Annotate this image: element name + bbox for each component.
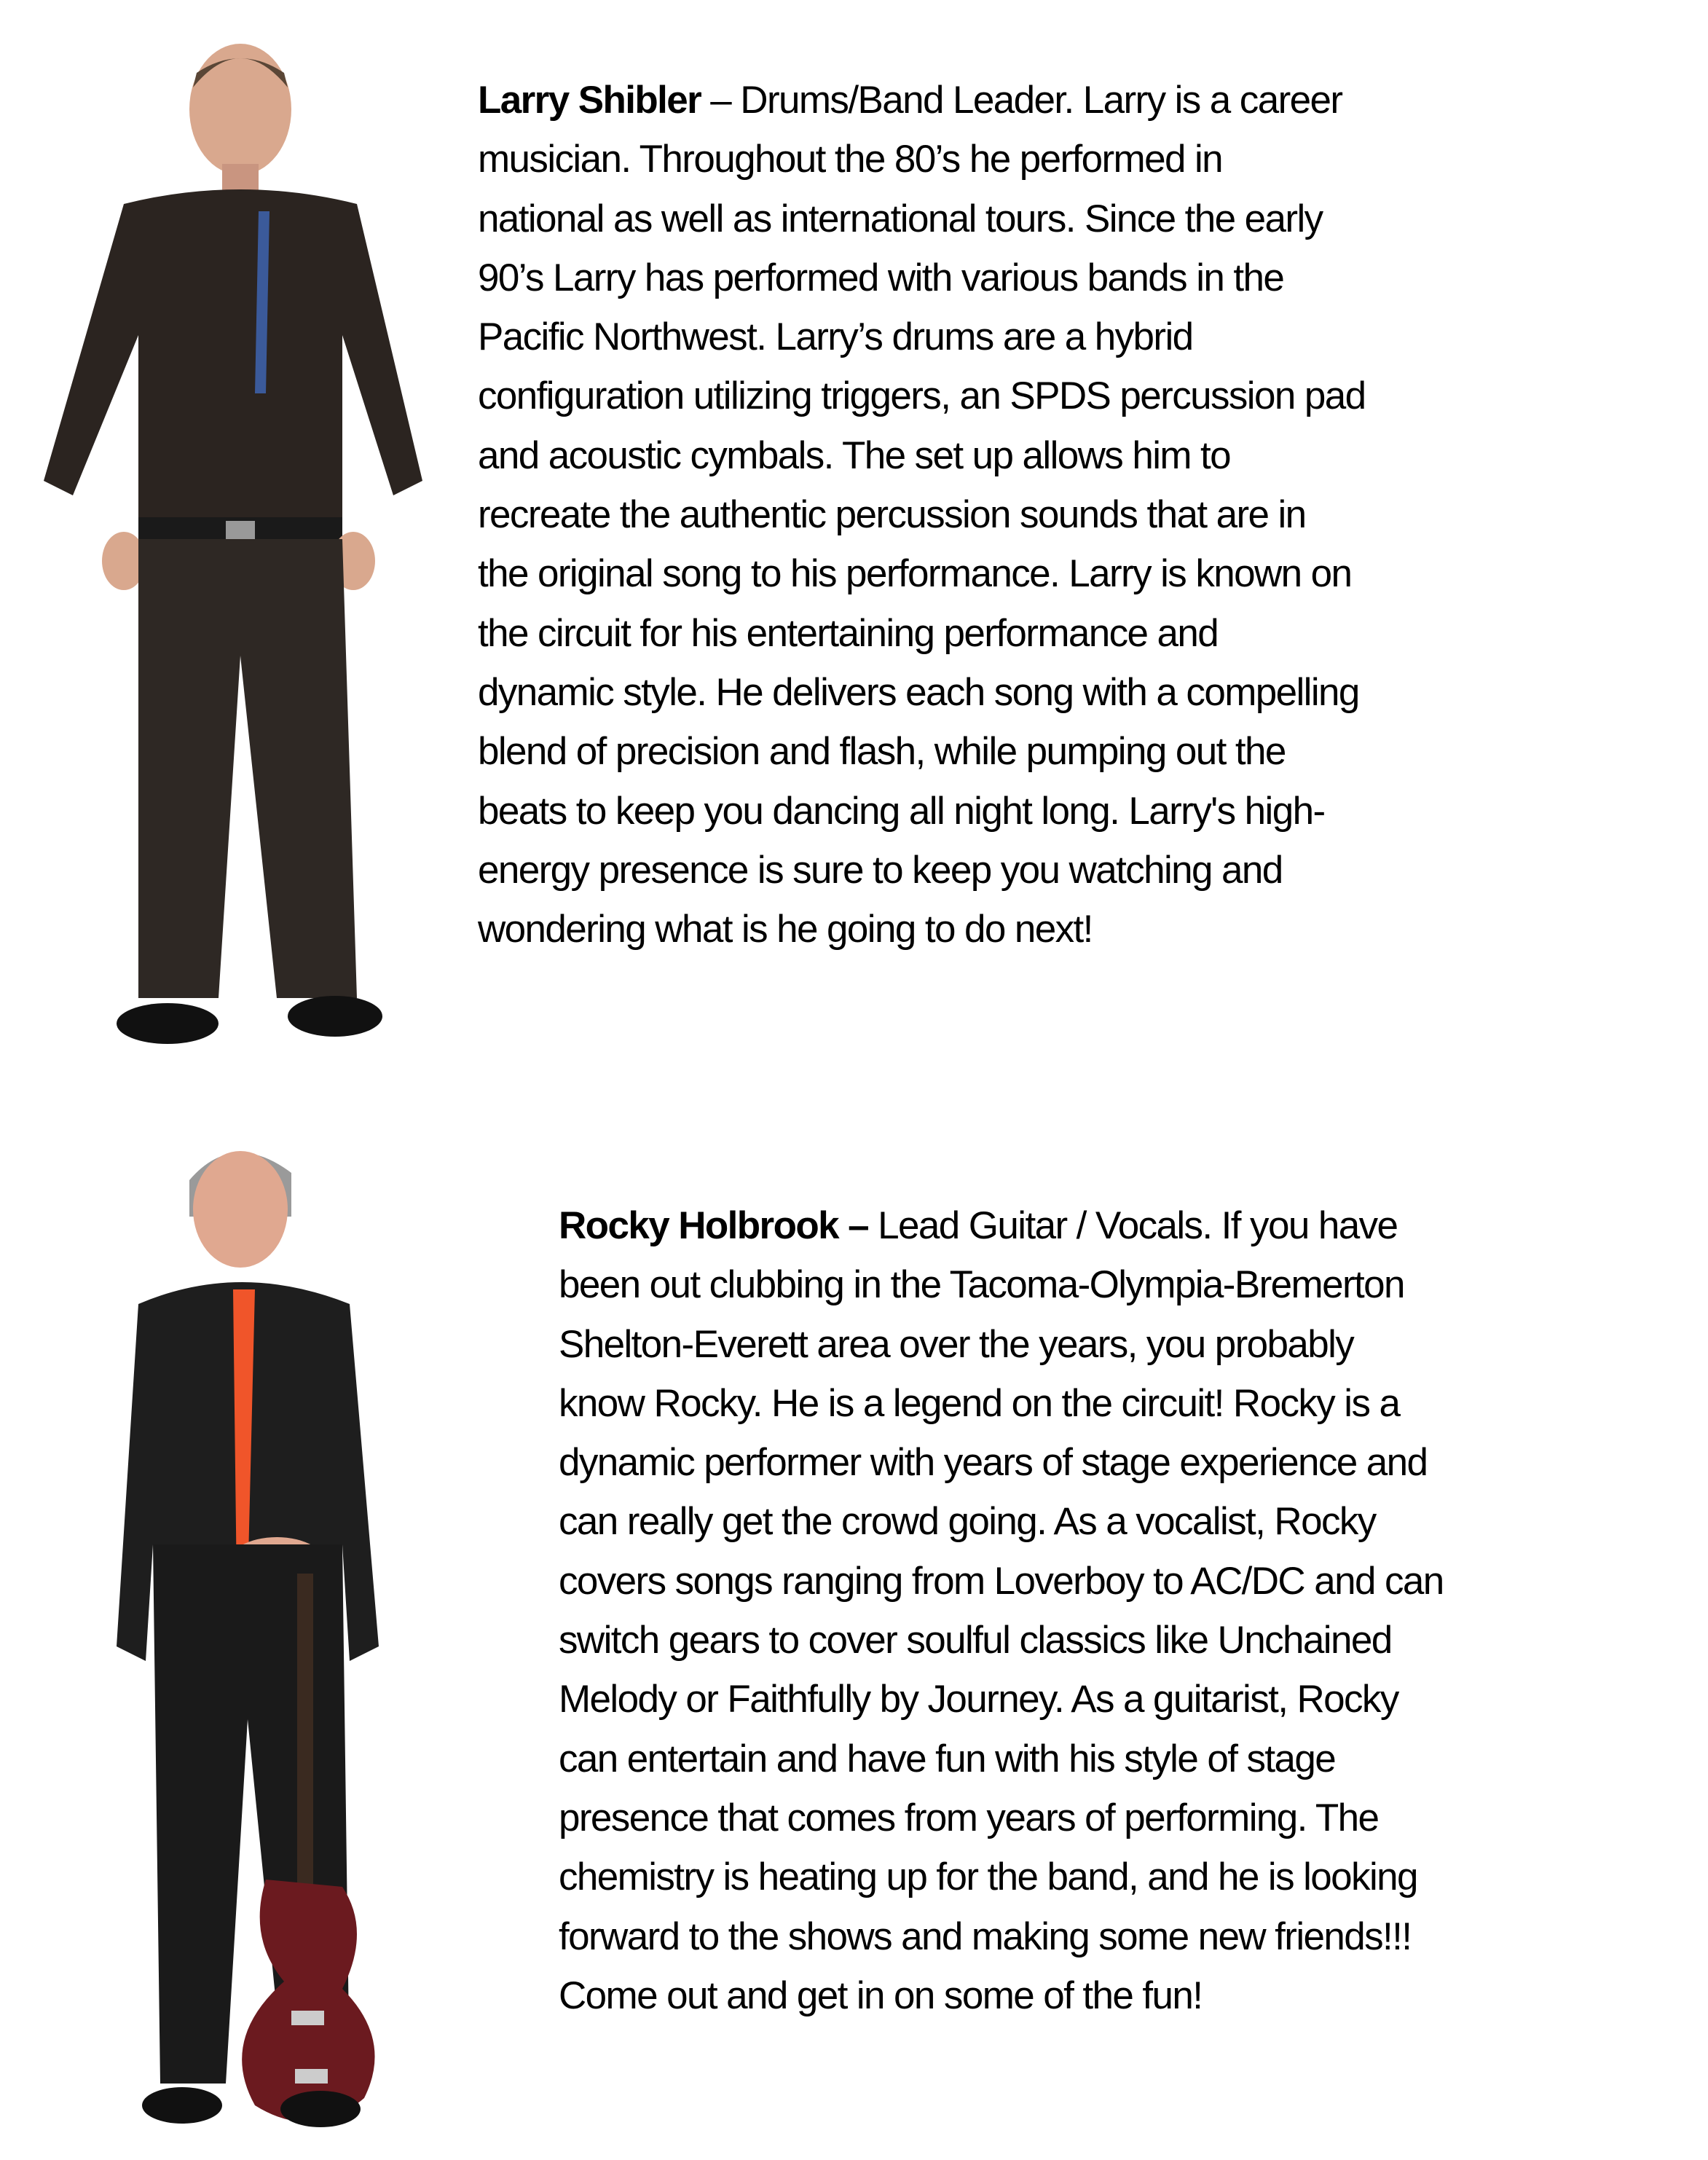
bio-line: covers songs ranging from Loverboy to AC/DC and can	[559, 1559, 1444, 1603]
bio-line: dynamic style. He delivers each song with a compelling	[478, 670, 1359, 714]
bio-line: know Rocky. He is a legend on the circuit! Rocky is a	[559, 1381, 1400, 1425]
bio-line: dynamic performer with years of stage experience and	[559, 1441, 1428, 1485]
bio-line: been out clubbing in the Tacoma-Olympia-Bremerton	[559, 1263, 1404, 1307]
bio-line: blend of precision and flash, while pumping out the	[478, 730, 1286, 774]
bio-line: national as well as international tours. Since the early	[478, 197, 1323, 240]
bio-line: beats to keep you dancing all night long. Larry's high-	[478, 789, 1325, 833]
bio-line: Melody or Faithfully by Journey. As a guitarist, Rocky	[559, 1678, 1398, 1721]
bio-line	[559, 1196, 1444, 1255]
bio-line: wondering what is he going to do next!	[478, 908, 1093, 951]
bio-line: 90’s Larry has performed with various bands in the	[478, 256, 1284, 299]
bio-line: Shelton-Everett area over the years, you probably	[559, 1322, 1354, 1366]
bio-line: the circuit for his entertaining performance and	[478, 611, 1219, 655]
bio-line: and acoustic cymbals. The set up allows him to	[478, 433, 1231, 477]
member-role: Lead Guitar / Vocals. If you have	[868, 1204, 1398, 1247]
bio-line: presence that comes from years of performing. The	[559, 1796, 1379, 1839]
bio-line: forward to the shows and making some new friends!!!	[559, 1914, 1412, 1958]
larry-shibler-bio	[478, 71, 1365, 959]
bio-line: energy presence is sure to keep you watching and	[478, 848, 1283, 892]
larry-shibler-photo	[15, 29, 437, 1071]
bio-line: switch gears to cover soulful classics like Unchained	[559, 1619, 1392, 1662]
bio-line: Pacific Northwest. Larry’s drums are a hybrid	[478, 315, 1193, 359]
member-role: – Drums/Band Leader. Larry is a career	[701, 79, 1342, 122]
bio-line: chemistry is heating up for the band, and he is looking	[559, 1855, 1417, 1899]
bio-line: configuration utilizing triggers, an SPDS percussion pad	[478, 374, 1366, 418]
bio-line: musician. Throughout the 80’s he performed in	[478, 138, 1223, 181]
bio-line	[478, 71, 1365, 130]
rocky-holbrook-bio	[559, 1196, 1444, 2025]
bio-line: Come out and get in on some of the fun!	[559, 1974, 1203, 2017]
bio-line: the original song to his performance. Larry is known on	[478, 552, 1352, 596]
bio-line: recreate the authentic percussion sounds that are in	[478, 493, 1306, 537]
bio-line: can entertain and have fun with his style of stage	[559, 1737, 1336, 1780]
bio-line: can really get the crowd going. As a vocalist, Rocky	[559, 1500, 1376, 1544]
rocky-holbrook-photo	[109, 1136, 481, 2149]
member-name: Larry Shibler	[478, 79, 701, 122]
member-name: Rocky Holbrook –	[559, 1204, 869, 1247]
